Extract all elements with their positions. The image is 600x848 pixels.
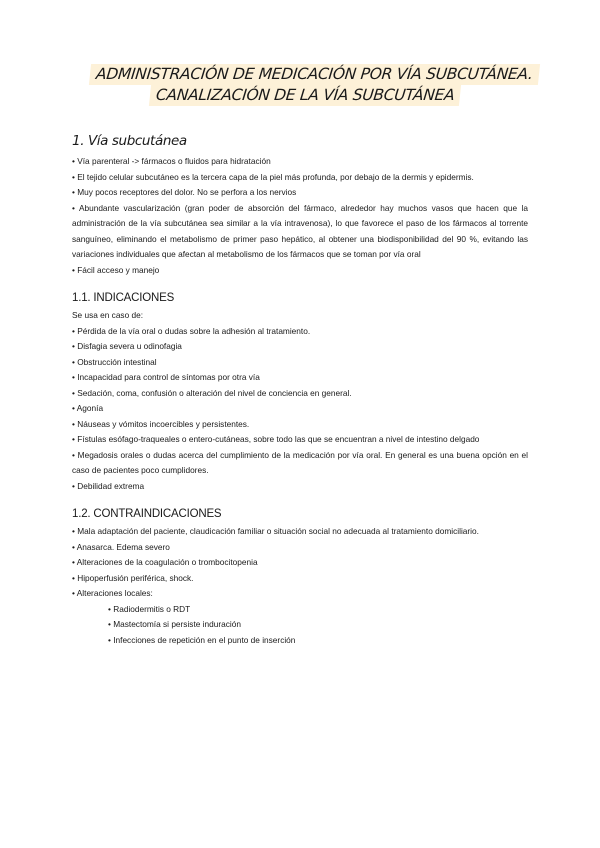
list-item: • Vía parenteral -> fármacos o fluidos para hidratación [72,154,528,170]
title-line-1: ADMINISTRACIÓN DE MEDICACIÓN POR VÍA SUBCUTÁNEA. [89,64,540,85]
list-item: • Sedación, coma, confusión o alteración del nivel de conciencia en general. [72,386,528,402]
alteraciones-locales-list [72,602,528,649]
contraindicaciones-list [72,524,528,602]
list-item: • Pérdida de la vía oral o dudas sobre la adhesión al tratamiento. [72,324,528,340]
document-content [72,132,528,648]
list-item: • Hipoperfusión periférica, shock. [72,571,528,587]
list-item: • El tejido celular subcutáneo es la tercera capa de la piel más profunda, por debajo de la dermis y epidermis. [72,170,528,186]
list-item: • Abundante vascularización (gran poder de absorción del fármaco, alrededor hay muchos vasos que hacen que la administración de la vía subcutánea sea similar a la vía intravenosa), lo que favorece el paso de los fármacos al torrente sanguíneo, eliminando el metabolismo de primer paso hepático, al obtener una biodisponibilidad del 90 %, evitando las variaciones individuales que afectan al metabolismo de los fármacos que se toman por vía oral [72,201,528,263]
list-item: • Alteraciones locales: [72,586,528,602]
indicaciones-list [72,324,528,495]
section-heading-indicaciones: 1.1. INDICACIONES [72,292,175,304]
title-line-2: CANALIZACIÓN DE LA VÍA SUBCUTÁNEA [149,85,462,106]
list-item: • Disfagia severa u odinofagia [72,339,528,355]
via-subcutanea-list [72,154,528,278]
list-item: • Obstrucción intestinal [72,355,528,371]
list-item: • Náuseas y vómitos incoercibles y persistentes. [72,417,528,433]
list-item: • Anasarca. Edema severo [72,540,528,556]
list-item: • Mastectomía si persiste induración [108,617,528,633]
indicaciones-intro: Se usa en caso de: [72,310,144,320]
list-item: • Muy pocos receptores del dolor. No se perfora a los nervios [72,185,528,201]
list-item: • Agonía [72,401,528,417]
list-item: • Megadosis orales o dudas acerca del cumplimiento de la medicación por vía oral. En general es una buena opción en el caso de pacientes poco cumplidores. [72,448,528,479]
list-item: • Mala adaptación del paciente, claudicación familiar o situación social no adecuada al tratamiento domiciliario. [72,524,528,540]
section-heading-via-subcutanea: 1. Vía subcutánea [72,133,187,149]
list-item: • Fácil acceso y manejo [72,263,528,279]
list-item: • Radiodermitis o RDT [108,602,528,618]
list-item: • Infecciones de repetición en el punto de inserción [108,633,528,649]
list-item: • Debilidad extrema [72,479,528,495]
section-heading-contraindicaciones: 1.2. CONTRAINDICACIONES [72,508,222,520]
list-item: • Fístulas esófago-traqueales o entero-cutáneas, sobre todo las que se encuentran a nivel de intestino delgado [72,432,528,448]
document-title [90,64,534,106]
list-item: • Alteraciones de la coagulación o trombocitopenia [72,555,528,571]
list-item: • Incapacidad para control de síntomas por otra vía [72,370,528,386]
